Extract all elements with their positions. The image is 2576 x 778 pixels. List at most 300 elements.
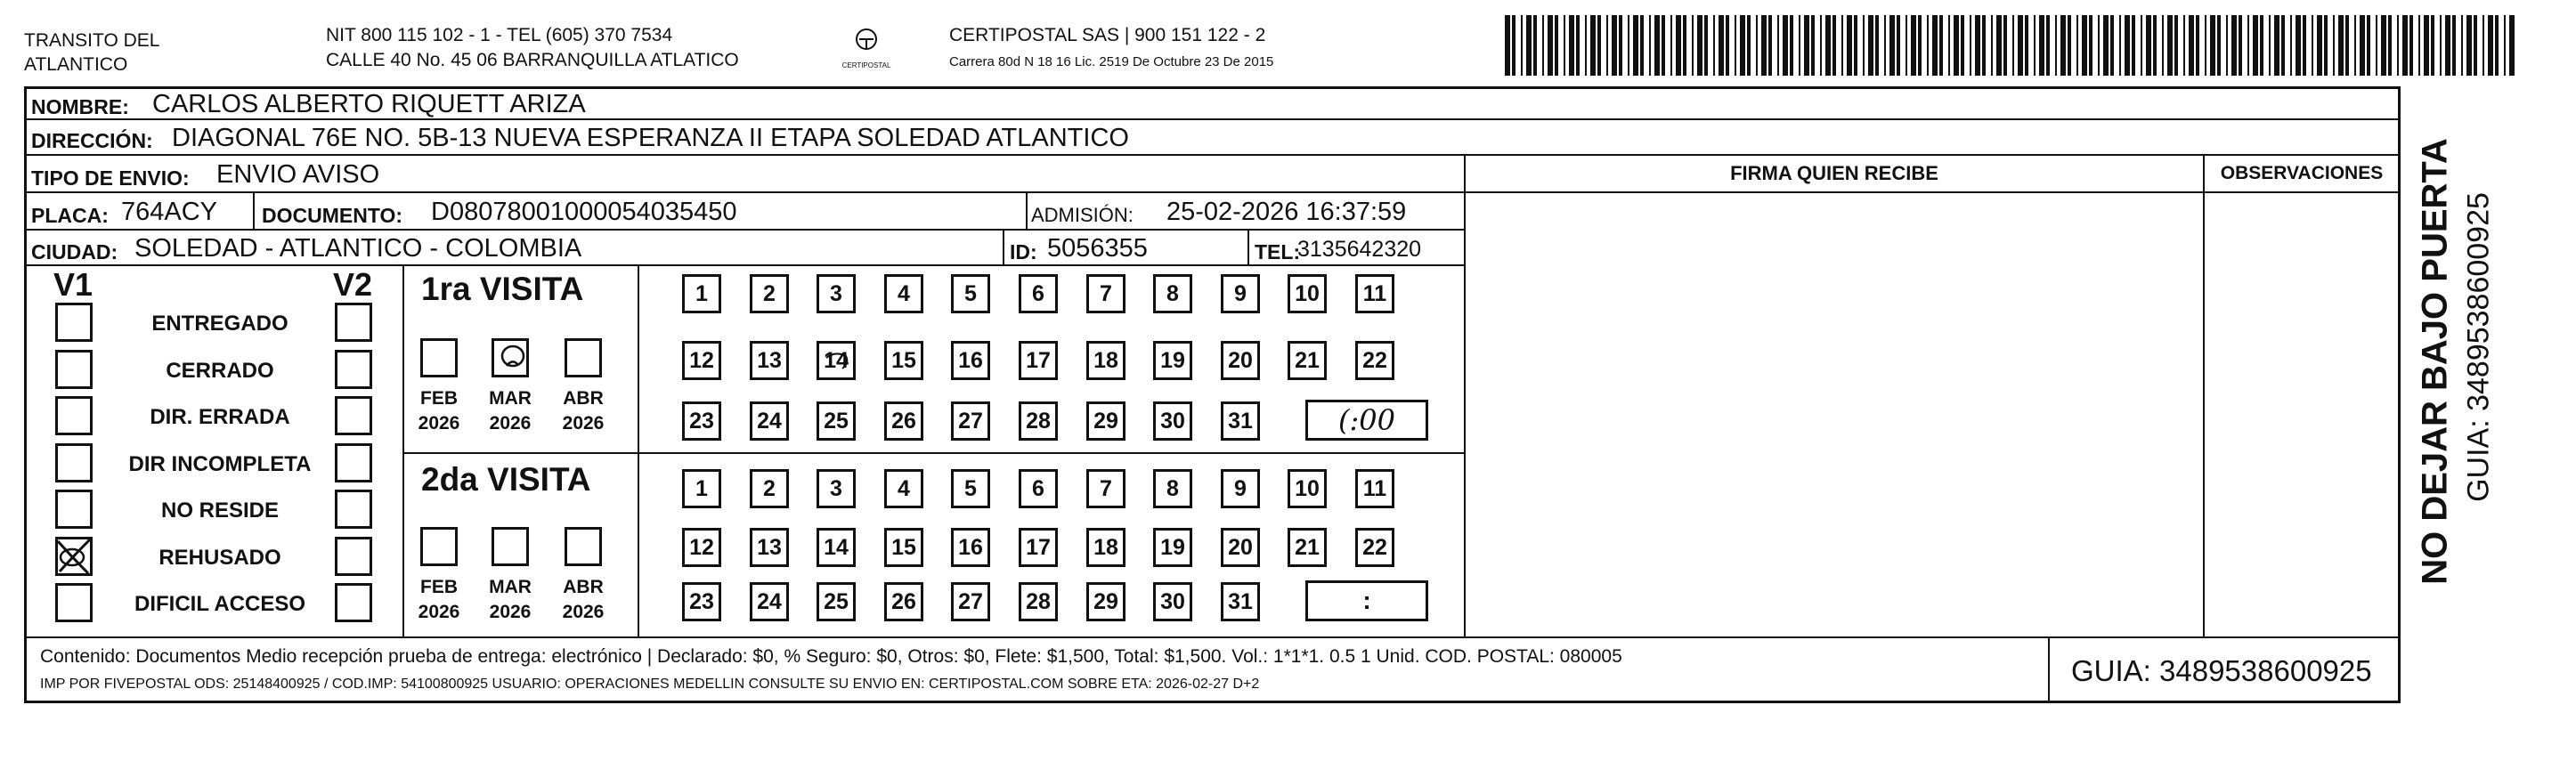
visit1-day-box[interactable]: 15 (884, 341, 923, 380)
v2-status-checkbox[interactable] (335, 443, 372, 482)
visit2-month-checkbox[interactable] (420, 527, 458, 566)
barcode-bar (2226, 15, 2228, 76)
header-license: Carrera 80d N 18 16 Lic. 2519 De Octubre 23 De 2015 (949, 54, 1274, 69)
barcode-bar (1911, 15, 1916, 76)
visit1-day-box[interactable]: 9 (1221, 274, 1260, 313)
barcode-bar (1847, 15, 1852, 76)
v2-status-checkbox[interactable] (335, 350, 372, 389)
visit1-day-box[interactable]: 12 (682, 341, 721, 380)
visit2-day-box[interactable]: 28 (1019, 582, 1058, 621)
visit1-year-label: 2026 (562, 413, 605, 434)
ciudad-value: SOLEDAD - ATLANTICO - COLOMBIA (134, 234, 582, 263)
barcode-bar (2431, 15, 2434, 76)
logo-text: CERTIPOSTAL (841, 61, 891, 69)
visit2-month-checkbox[interactable] (565, 527, 602, 566)
barcode-bar (1799, 15, 1800, 76)
v2-status-checkbox[interactable] (335, 303, 372, 342)
barcode-bar (1555, 15, 1558, 76)
barcode-bar (2504, 15, 2506, 76)
header-address: CALLE 40 No. 45 06 BARRANQUILLA ATLATICO (326, 50, 739, 70)
barcode-bar (2376, 15, 2377, 76)
barcode-bar (2167, 15, 2173, 76)
barcode-bar (1982, 15, 1986, 76)
barcode-bar (1606, 15, 1608, 76)
barcode-bar (1868, 15, 1873, 76)
barcode-bar (1649, 15, 1651, 76)
barcode-bar (2146, 15, 2151, 76)
barcode-bar (2025, 15, 2028, 76)
footer-guia: GUIA: 3489538600925 (2071, 654, 2372, 687)
status-label: DIR INCOMPLETA (128, 451, 312, 476)
header-org-line1: TRANSITO DEL (24, 30, 160, 51)
visit1-day-box[interactable]: 31 (1221, 401, 1260, 441)
barcode-bar (1825, 15, 1831, 76)
barcode-bar (2290, 15, 2292, 76)
visit1-day-box[interactable]: 25 (817, 401, 856, 441)
side-guia: GUIA: 3489538600925 (2461, 192, 2496, 502)
barcode-bar (2260, 15, 2263, 76)
visit1-day-box[interactable]: 11 (1355, 274, 1394, 313)
barcode-bar (2082, 15, 2087, 76)
documento-label: DOCUMENTO: (262, 204, 403, 227)
barcode-bar (1683, 15, 1686, 76)
v1-status-checkbox[interactable] (55, 537, 93, 576)
barcode-bar (1612, 15, 1617, 76)
v2-label: V2 (333, 266, 373, 303)
admision-value: 25-02-2026 16:37:59 (1166, 198, 1407, 226)
barcode-bar (1628, 15, 1629, 76)
visit1-month-checkbox[interactable] (420, 338, 458, 377)
documento-value: D08078001000054035450 (431, 198, 737, 226)
footer-row (24, 636, 2401, 703)
barcode-bar (2445, 15, 2450, 76)
handwritten-day-mark-icon (823, 345, 853, 382)
barcode-bar (2345, 15, 2349, 76)
visit1-day-box[interactable]: 28 (1019, 401, 1058, 441)
barcode-bar (2247, 15, 2249, 76)
visit1-day-box[interactable]: 24 (750, 401, 789, 441)
v1-label: V1 (53, 266, 93, 303)
direccion-label: DIRECCIÓN: (31, 129, 153, 152)
barcode-bar (2196, 15, 2199, 76)
visit2-day-box[interactable]: 13 (750, 528, 789, 567)
barcode-bar (2367, 15, 2370, 76)
id-cell (1003, 229, 1249, 266)
visit2-year-label: 2026 (418, 602, 460, 622)
barcode-bar (2098, 15, 2100, 76)
barcode-bar (2183, 15, 2185, 76)
placa-label: PLACA: (31, 204, 109, 227)
barcode-bar (2360, 15, 2365, 76)
visit2-time-box[interactable]: : (1305, 580, 1428, 621)
barcode-bar (2231, 15, 2237, 76)
barcode-bar (1512, 15, 1516, 76)
barcode-bar (1975, 15, 1980, 76)
visit2-month-label: ABR (563, 577, 604, 597)
visit2-day-box[interactable]: 19 (1153, 528, 1192, 567)
visit1-month-label: ABR (563, 388, 604, 409)
visit1-day-box[interactable]: 13 (750, 341, 789, 380)
v2-status-checkbox[interactable] (335, 396, 372, 435)
v2-status-checkbox[interactable] (335, 583, 372, 622)
visit1-day-box[interactable]: 20 (1221, 341, 1260, 380)
barcode-bar (1761, 15, 1767, 76)
v2-status-checkbox[interactable] (335, 490, 372, 529)
visit2-month-checkbox[interactable] (492, 527, 529, 566)
barcode-bar (1670, 15, 1672, 76)
status-label: ENTREGADO (151, 312, 288, 336)
barcode-bar (1576, 15, 1580, 76)
visit2-day-box[interactable]: 15 (884, 528, 923, 567)
visit2-day-box[interactable]: 9 (1221, 469, 1260, 508)
status-label: REHUSADO (158, 545, 281, 570)
id-label: ID: (1010, 240, 1037, 263)
barcode-bar (2039, 15, 2044, 76)
visit1-day-box[interactable]: 21 (1288, 341, 1327, 380)
visit1-day-box[interactable]: 1 (682, 274, 721, 313)
barcode-bar (2440, 15, 2442, 76)
barcode-bar (2317, 15, 2322, 76)
placa-cell (24, 191, 255, 231)
barcode-bar (2483, 15, 2484, 76)
barcode-bar (2509, 15, 2515, 76)
visit1-day-box[interactable]: 8 (1153, 274, 1192, 313)
barcode-bar (1804, 15, 1809, 76)
barcode-bar (2034, 15, 2036, 76)
barcode-bar (1939, 15, 1943, 76)
nombre-label: NOMBRE: (31, 95, 129, 118)
barcode-bar (1863, 15, 1865, 76)
documento-cell (253, 191, 1028, 231)
barcode-bar (2046, 15, 2050, 76)
visit2-day-box[interactable]: 22 (1355, 528, 1394, 567)
barcode-bar (2452, 15, 2456, 76)
visit1-day-box[interactable]: 22 (1355, 341, 1394, 380)
barcode-bar (2381, 15, 2386, 76)
visit2-day-box[interactable]: 23 (682, 582, 721, 621)
tipo-envio-label: TIPO DE ENVIO: (31, 166, 190, 190)
status-label: DIFICIL ACCESO (134, 592, 305, 616)
observations-header: OBSERVACIONES (2205, 156, 2399, 193)
barcode-bar (1505, 15, 1510, 76)
admision-label: ADMISIÓN: (1031, 204, 1134, 226)
barcode-bar (2076, 15, 2078, 76)
barcode-bar (1585, 15, 1587, 76)
header-company: CERTIPOSTAL SAS | 900 151 122 - 2 (949, 25, 1266, 45)
visit2-day-box[interactable]: 29 (1086, 582, 1125, 621)
visit1-day-box[interactable]: 23 (682, 401, 721, 441)
id-value: 5056355 (1047, 234, 1148, 263)
barcode-bar (1820, 15, 1822, 76)
barcode-bar (2125, 15, 2130, 76)
visit2-day-box[interactable]: 21 (1288, 528, 1327, 567)
barcode-bar (2281, 15, 2285, 76)
barcode-bar (2418, 15, 2420, 76)
barcode-bar (2174, 15, 2178, 76)
barcode-bar (1676, 15, 1681, 76)
visit2-year-label: 2026 (489, 602, 532, 622)
barcode-bar (2495, 15, 2499, 76)
barcode-bar (1777, 15, 1779, 76)
visit2-day-box[interactable]: 11 (1355, 469, 1394, 508)
visit1-day-box[interactable]: 14 (817, 341, 856, 380)
barcode-bar (1719, 15, 1724, 76)
status-label: CERRADO (166, 358, 274, 383)
visit2-day-box[interactable]: 25 (817, 582, 856, 621)
visit1-day-box[interactable]: 7 (1086, 274, 1125, 313)
visit2-day-box[interactable]: 26 (884, 582, 923, 621)
visit2-day-box[interactable]: 8 (1153, 469, 1192, 508)
barcode-bar (1768, 15, 1772, 76)
visit1-day-box[interactable]: 2 (750, 274, 789, 313)
barcode-bar (2488, 15, 2493, 76)
barcode-bar (2068, 15, 2071, 76)
barcode-bar (2474, 15, 2477, 76)
visit1-month-label: MAR (489, 388, 532, 409)
barcode-bar (1521, 15, 1523, 76)
visit2-day-box[interactable]: 2 (750, 469, 789, 508)
barcode-bar (1569, 15, 1574, 76)
barcode-bar (2089, 15, 2092, 76)
visit2-day-box[interactable]: 1 (682, 469, 721, 508)
v1-status-checkbox[interactable] (55, 583, 93, 622)
barcode-bar (1790, 15, 1793, 76)
barcode-bar (1533, 15, 1537, 76)
barcode-bar (1948, 15, 1950, 76)
barcode-bar (1906, 15, 1907, 76)
barcode-bar (1996, 15, 2002, 76)
visit1-day-box[interactable]: 10 (1288, 274, 1327, 313)
barcode-bar (1832, 15, 1836, 76)
visit1-day-box[interactable]: 5 (951, 274, 990, 313)
visit1-day-box[interactable]: 17 (1019, 341, 1058, 380)
v1-status-checkbox[interactable] (55, 303, 93, 342)
barcode-bar (2103, 15, 2109, 76)
barcode-bar (1633, 15, 1638, 76)
signature-header: FIRMA QUIEN RECIBE (1466, 156, 2203, 193)
barcode-bar (2253, 15, 2258, 76)
barcode-bar (1548, 15, 1553, 76)
tel-value: 3135642320 (1297, 237, 1422, 262)
visit1-month-label: FEB (420, 388, 458, 409)
visit1-year-label: 2026 (489, 413, 532, 434)
observations-area (2203, 154, 2401, 638)
barcode-bar (2354, 15, 2356, 76)
barcode-bar (2274, 15, 2279, 76)
barcode-bar (1991, 15, 1993, 76)
visit1-day-box[interactable]: 16 (951, 341, 990, 380)
barcode-bar (1918, 15, 1922, 76)
handwritten-x-mark-icon (53, 534, 99, 579)
side-warning-wrap (2413, 112, 2458, 611)
barcode-bar (2269, 15, 2271, 76)
barcode-bar (2409, 15, 2413, 76)
status-label: DIR. ERRADA (150, 405, 290, 429)
tel-label: TEL: (1255, 240, 1301, 263)
barcode-bar (2388, 15, 2392, 76)
barcode-bar (1704, 15, 1708, 76)
visit2-day-box[interactable]: 27 (951, 582, 990, 621)
visit1-day-box[interactable]: 30 (1153, 401, 1192, 441)
side-warning: NO DEJAR BAJO PUERTA (2415, 138, 2455, 585)
barcode-bar (1854, 15, 1857, 76)
barcode-icon (1505, 15, 2520, 76)
visit2-day-box[interactable]: 3 (817, 469, 856, 508)
barcode-bar (1640, 15, 1644, 76)
header-nit: NIT 800 115 102 - 1 - TEL (605) 370 7534 (326, 25, 673, 45)
barcode-bar (1747, 15, 1751, 76)
nombre-row (24, 86, 2401, 120)
barcode-bar (1932, 15, 1938, 76)
visit1-day-box[interactable]: 29 (1086, 401, 1125, 441)
visit1-month-checkbox[interactable] (492, 338, 529, 377)
barcode-bar (2003, 15, 2007, 76)
barcode-bar (1783, 15, 1788, 76)
barcode-bar (2303, 15, 2306, 76)
barcode-bar (2397, 15, 2399, 76)
footer-guia-cell (2048, 636, 2401, 703)
visit1-day-box[interactable]: 18 (1086, 341, 1125, 380)
visit2-day-box[interactable]: 12 (682, 528, 721, 567)
v1-status-checkbox[interactable] (55, 396, 93, 435)
barcode-bar (1961, 15, 1964, 76)
visit2-day-box[interactable]: 16 (951, 528, 990, 567)
barcode-bar (2217, 15, 2221, 76)
barcode-bar (2402, 15, 2408, 76)
ciudad-cell (24, 229, 1004, 266)
visit1-year-label: 2026 (418, 413, 460, 434)
status-label: NO RESIDE (160, 498, 280, 523)
barcode-bar (1713, 15, 1715, 76)
barcode-bar (2189, 15, 2194, 76)
visit1-day-box[interactable]: 26 (884, 401, 923, 441)
barcode-bar (2210, 15, 2215, 76)
visit2-day-box[interactable]: 17 (1019, 528, 1058, 567)
visit2-day-box[interactable]: 20 (1221, 528, 1260, 567)
barcode-bar (2461, 15, 2463, 76)
barcode-bar (2162, 15, 2164, 76)
visit2-day-box[interactable]: 24 (750, 582, 789, 621)
visit2-day-box[interactable]: 6 (1019, 469, 1058, 508)
barcode-bar (1697, 15, 1702, 76)
v1-status-checkbox[interactable] (55, 490, 93, 529)
barcode-bar (2119, 15, 2121, 76)
visit2-day-box[interactable]: 5 (951, 469, 990, 508)
direccion-row (24, 118, 2401, 156)
barcode-bar (1735, 15, 1736, 76)
placa-value: 764ACY (121, 198, 218, 226)
admision-cell (1026, 191, 1466, 231)
barcode-bar (2132, 15, 2135, 76)
barcode-bar (2338, 15, 2344, 76)
visit-divider (402, 452, 1466, 454)
visit2-day-box[interactable]: 4 (884, 469, 923, 508)
handwritten-mark-icon (494, 341, 528, 375)
visit2-day-box[interactable]: 18 (1086, 528, 1125, 567)
visit2-day-box[interactable]: 10 (1288, 469, 1327, 508)
side-guia-wrap (2459, 134, 2499, 561)
barcode-bar (1692, 15, 1694, 76)
barcode-bar (1811, 15, 1815, 76)
barcode-bar (2060, 15, 2066, 76)
barcode-bar (1542, 15, 1544, 76)
visit2-month-label: MAR (489, 577, 532, 597)
barcode-bar (1970, 15, 1971, 76)
barcode-bar (2312, 15, 2313, 76)
barcode-bar (1889, 15, 1895, 76)
visit1-day-box[interactable]: 27 (951, 401, 990, 441)
signature-area (1464, 154, 2205, 638)
footer-contenido: Contenido: Documentos Medio recepción prueba de entrega: electrónico | Declarado: $0, % Seguro: $0, Otros: $0, Flete: $1,500, Total: $1,500. Vol.: 1*1*1. 0.5 1 Unid. COD. POSTAL: 080005 (40, 646, 1622, 667)
barcode-bar (1954, 15, 1959, 76)
visit2-title: 2da VISITA (421, 461, 591, 498)
barcode-bar (1526, 15, 1532, 76)
barcode-bar (2239, 15, 2242, 76)
logo-icon (833, 27, 900, 62)
visit1-day-box[interactable]: 3 (817, 274, 856, 313)
barcode-bar (1619, 15, 1622, 76)
barcode-bar (2141, 15, 2142, 76)
tipo-envio-value: ENVIO AVISO (216, 160, 380, 189)
barcode-bar (1726, 15, 1729, 76)
certipostal-logo (833, 27, 900, 77)
barcode-bar (2205, 15, 2206, 76)
barcode-bar (2110, 15, 2114, 76)
barcode-bar (1654, 15, 1660, 76)
visit2-day-box[interactable]: 31 (1221, 582, 1260, 621)
v1-status-checkbox[interactable] (55, 350, 93, 389)
visit1-month-checkbox[interactable] (565, 338, 602, 377)
barcode-bar (2153, 15, 2157, 76)
barcode-bar (2055, 15, 2057, 76)
barcode-bar (1756, 15, 1758, 76)
barcode-bar (1897, 15, 1900, 76)
barcode-bar (1884, 15, 1886, 76)
visit2-day-box[interactable]: 14 (817, 528, 856, 567)
visit2-month-label: FEB (420, 577, 458, 597)
visit2-day-box[interactable]: 7 (1086, 469, 1125, 508)
header-org-line2: ATLANTICO (24, 54, 128, 75)
visit1-day-box[interactable]: 6 (1019, 274, 1058, 313)
barcode-bar (2466, 15, 2472, 76)
tel-cell (1247, 229, 1466, 266)
status-divider (402, 264, 404, 638)
visit1-day-box[interactable]: 4 (884, 274, 923, 313)
barcode-bar (2018, 15, 2023, 76)
visit1-title: 1ra VISITA (421, 271, 584, 307)
nombre-value: CARLOS ALBERTO RIQUETT ARIZA (152, 90, 586, 118)
tipo-envio-row (24, 154, 1466, 193)
barcode-bar (2333, 15, 2335, 76)
visit2-day-box[interactable]: 30 (1153, 582, 1192, 621)
barcode-bar (1740, 15, 1745, 76)
barcode-bar (2324, 15, 2328, 76)
footer-imp: IMP POR FIVEPOSTAL ODS: 25148400925 / COD.IMP: 54100800925 USUARIO: OPERACIONES MEDELLIN CONSULTE SU ENVIO EN: CERTIPOSTAL.COM SOBRE ETA: 2026-02-27 D+2 (40, 677, 1260, 692)
barcode-bar (2296, 15, 2301, 76)
barcode-bar (1662, 15, 1665, 76)
barcode-bar (1590, 15, 1596, 76)
visit2-year-label: 2026 (562, 602, 605, 622)
barcode-bar (1927, 15, 1929, 76)
v2-status-checkbox[interactable] (335, 537, 372, 576)
barcode-bar (2424, 15, 2429, 76)
barcode-bar (1597, 15, 1601, 76)
visit1-time-box[interactable]: (:00 (1305, 400, 1428, 441)
v1-status-checkbox[interactable] (55, 443, 93, 482)
barcode-bar (2012, 15, 2014, 76)
barcode-bar (1564, 15, 1565, 76)
visit1-day-box[interactable]: 19 (1153, 341, 1192, 380)
